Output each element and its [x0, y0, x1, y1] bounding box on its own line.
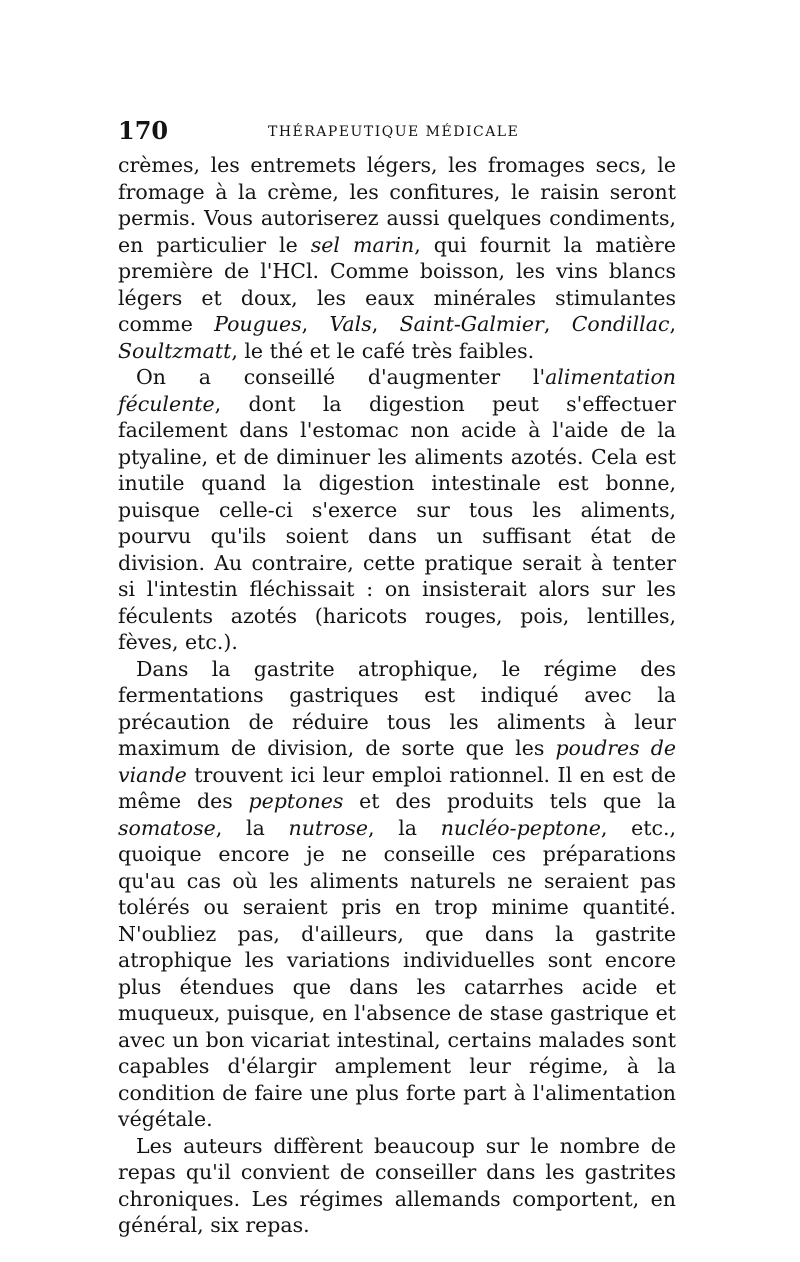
- text-segment: , la: [215, 815, 289, 840]
- paragraph-2: [118, 364, 676, 656]
- paragraph-4: [118, 1133, 676, 1239]
- text-segment: ,: [543, 312, 572, 336]
- text-segment: , dont la digestion peut s'effectuer facilement dans l'estomac non acide à l'aide de la ptyaline, et de diminuer les aliments azotés. Cela est inutile quand la digestion intestinale est bonne, puisque celle-ci s'exerce sur tous les aliments, pourvu qu'ils soient dans un suffisant état de division. Au contraire, cette pratique serait à tenter si l'intestin fléchissait : on insisterait alors sur les féculents azotés (haricots rouges, pois, lentilles, fèves, etc.).: [118, 391, 676, 654]
- text-segment: et des produits tels que la: [343, 789, 676, 813]
- text-segment: , la: [367, 815, 441, 840]
- text-segment: trouvent ici leur emploi rationnel. Il en est de même des: [118, 762, 676, 813]
- italic-term: Pougues: [214, 312, 302, 336]
- italic-term: peptones: [248, 789, 344, 813]
- italic-term: somatose: [118, 815, 216, 840]
- text-segment: crèmes, les entremets légers, les fromages secs, le fromage à la crème, les confitures, le raisin seront permis. Vous autoriserez aussi quelques condiments, en particulier le: [118, 153, 676, 257]
- text-segment: Dans la gastrite atrophique, le régime des fermentations gastriques est indiqué avec la précaution de réduire tous les aliments à leur maximum de division, de sorte que les: [118, 656, 676, 760]
- text-segment: On a conseillé d'augmenter l': [136, 365, 546, 389]
- text-segment: , etc., quoique encore je ne conseille ces préparations qu'au cas où les aliments naturels ne seraient pas tolérés ou seraient pris en trop minime quantité. N'oubliez pas, d'ailleurs, que dans la gastrite atrophique les variations individuelles sont encore plus étendues que dans les catarrhes acide et muqueux, puisque, en l'absence de stase gastrique et avec un bon vicariat intestinal, certains malades sont capables d'élargir amplement leur régime, à la condition de faire une plus forte part à l'alimentation végétale.: [118, 815, 677, 1131]
- text-segment: Les auteurs diffèrent beaucoup sur le nombre de repas qu'il convient de conseiller dans les gastrites chroniques. Les régimes allemands comportent, en général, six repas.: [118, 1133, 676, 1237]
- text-segment: ,: [371, 312, 400, 336]
- running-head: THÉRAPEUTIQUE MÉDICALE: [268, 124, 520, 140]
- text-segment: ,: [301, 312, 330, 336]
- italic-term: Soultzmatt: [118, 338, 232, 363]
- page-header: [118, 116, 678, 146]
- text-segment: , qui fournit la matière première de l'HCl. Comme boisson, les vins blancs légers et doux, les eaux minérales stimulantes comme: [118, 232, 676, 336]
- body-text: [118, 152, 676, 1239]
- italic-term: Condillac: [571, 312, 670, 336]
- italic-term: nucléo-peptone: [440, 815, 601, 840]
- page-number: 170: [118, 116, 169, 145]
- italic-term: sel marin: [310, 232, 415, 257]
- paragraph-3: [118, 656, 676, 1133]
- italic-term: nutrose: [288, 815, 368, 840]
- italic-term: poudres de viande: [118, 736, 676, 787]
- italic-term: Vals: [329, 312, 372, 336]
- text-segment: , le thé et le café très faibles.: [231, 338, 535, 363]
- italic-term: Saint-Galmier: [399, 312, 544, 336]
- paragraph-1: [118, 152, 676, 364]
- text-segment: ,: [669, 312, 676, 336]
- italic-term: alimentation féculente: [118, 365, 676, 416]
